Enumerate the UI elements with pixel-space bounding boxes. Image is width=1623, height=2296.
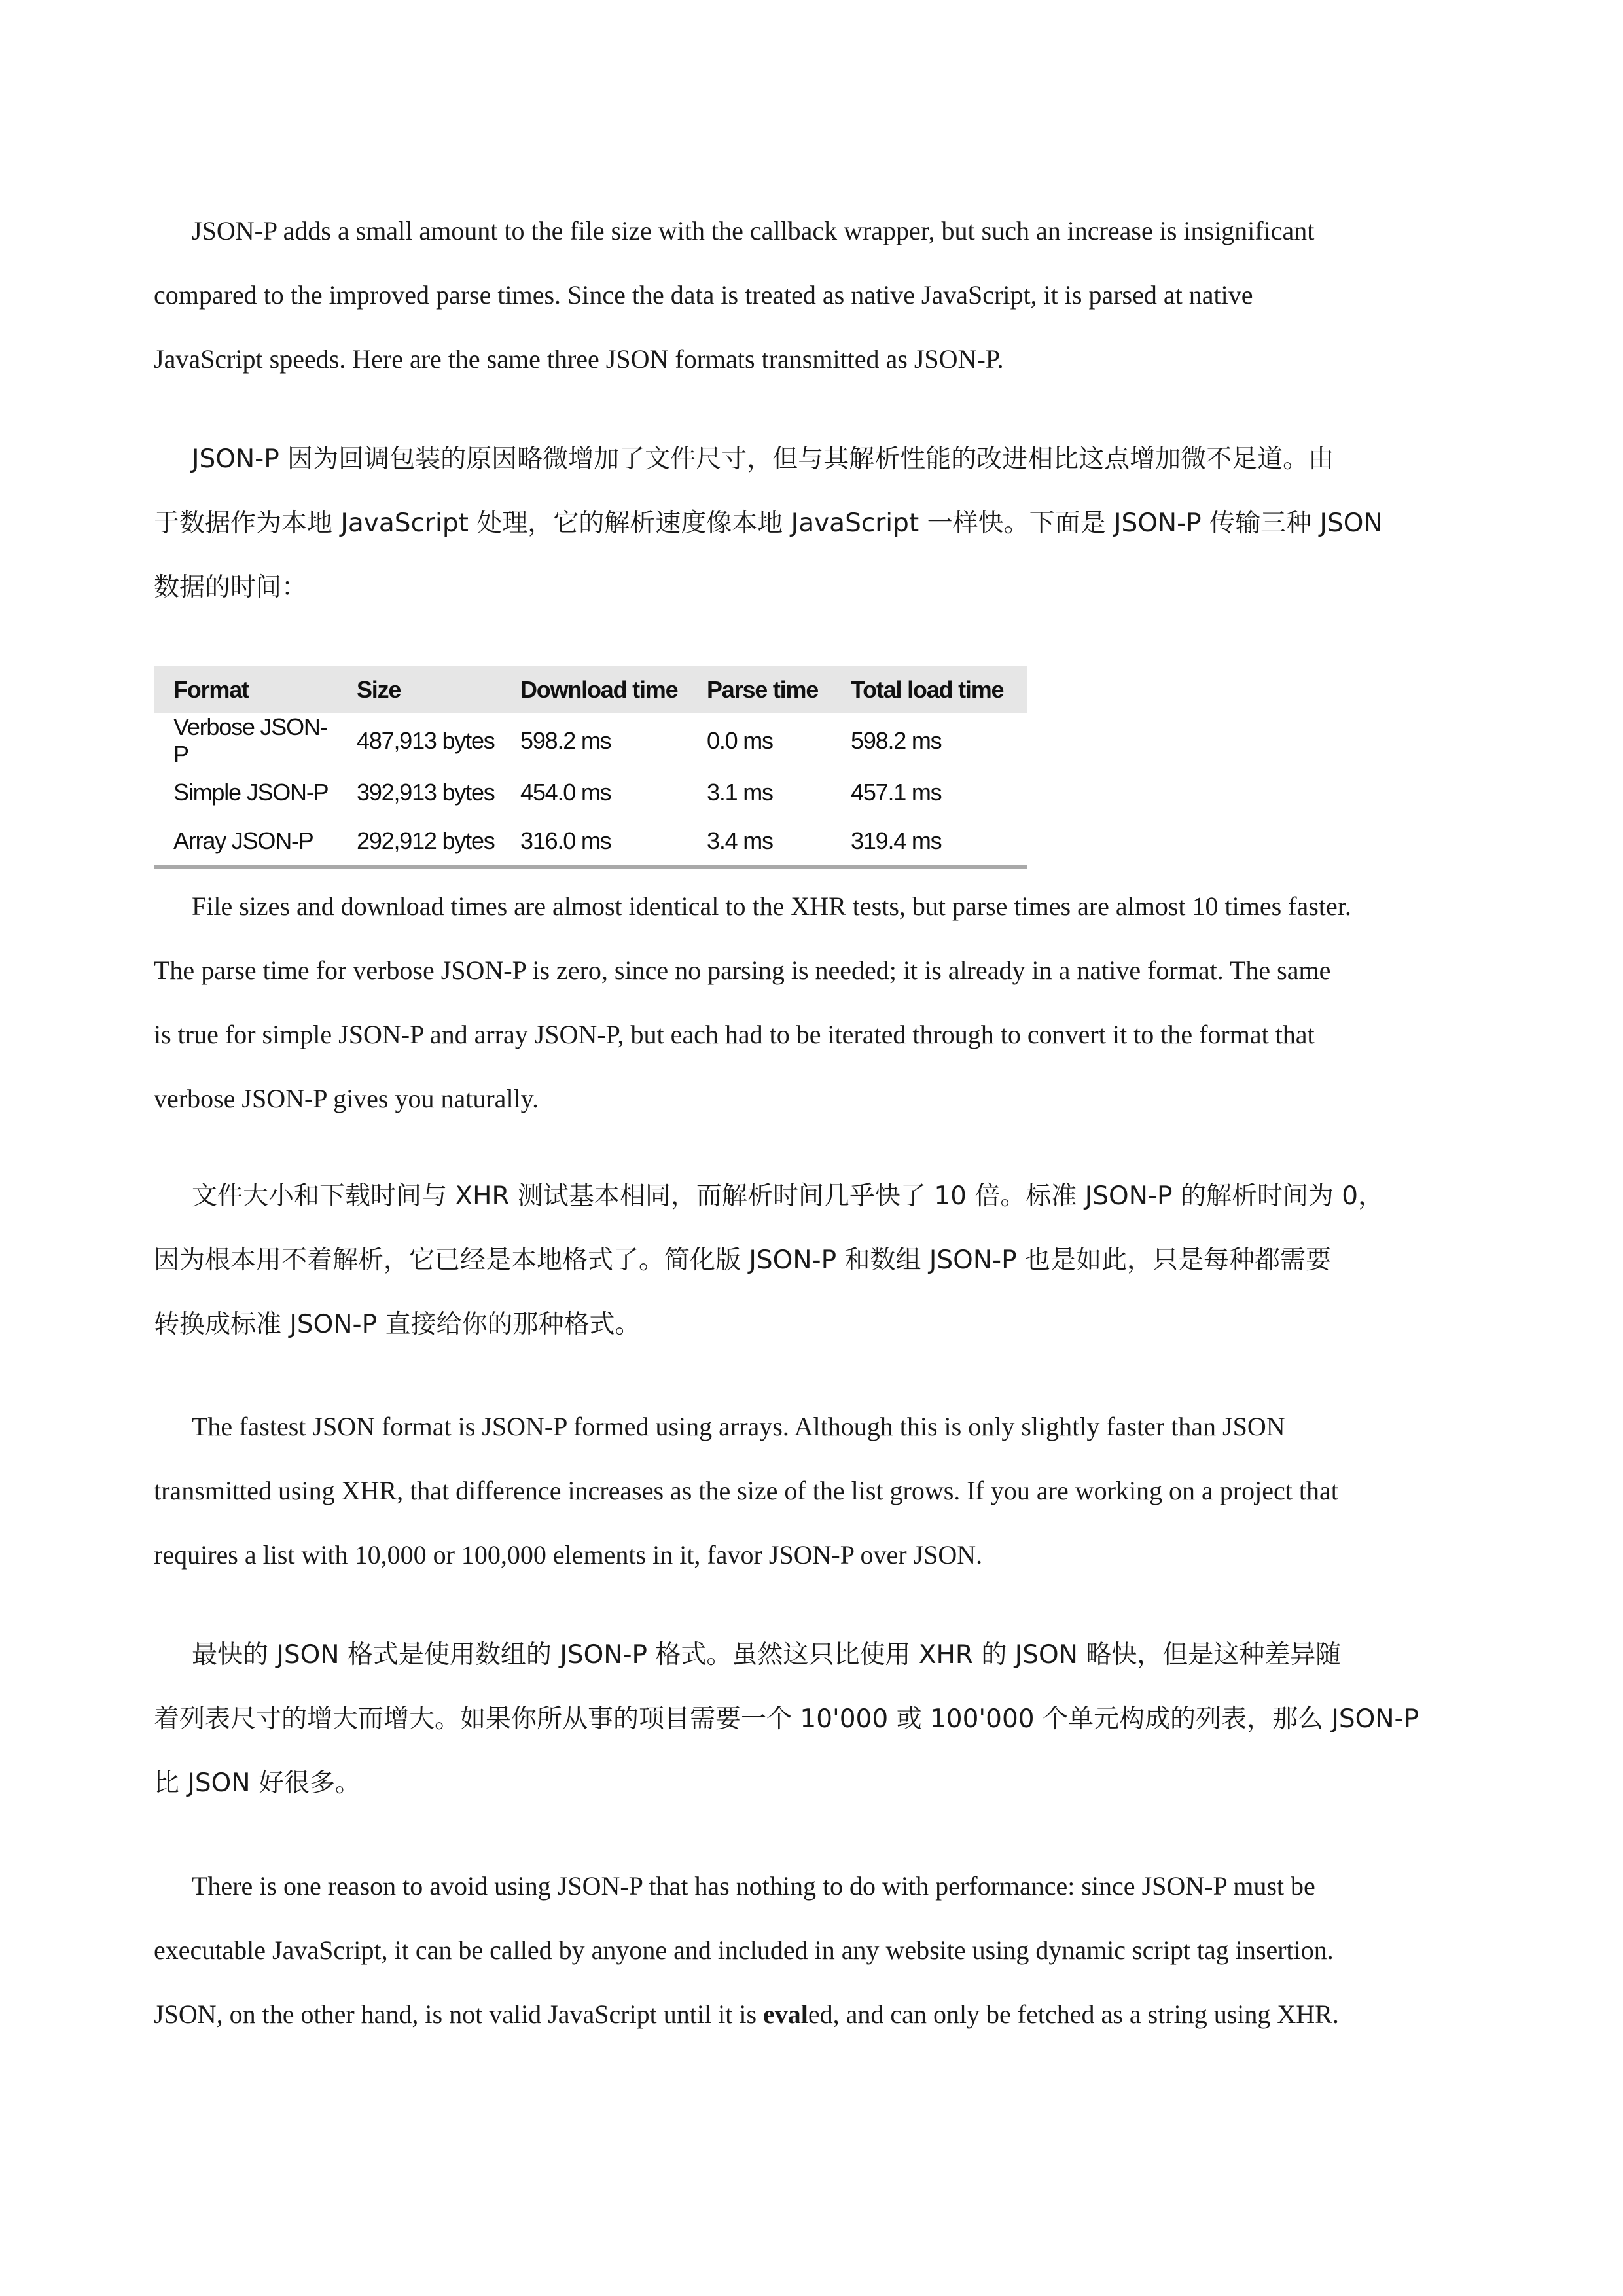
- table-cell: 3.1 ms: [707, 779, 773, 806]
- paragraph-1: [154, 199, 1482, 391]
- table-cell: Array JSON-P: [154, 817, 337, 867]
- paragraph-line: JavaScript speeds. Here are the same three JSON formats transmitted as JSON-P.: [154, 344, 1004, 374]
- paragraph-line: The parse time for verbose JSON-P is zero, since no parsing is needed; it is already in a native format. The same: [154, 956, 1331, 985]
- paragraph-line: JSON-P 因为回调包装的原因略微增加了文件尺寸，但与其解析性能的改进相比这点增加微不足道。由: [192, 444, 1334, 474]
- paragraph-line: 着列表尺寸的增大而增大。如果你所从事的项目需要一个 10'000 或 100'000 个单元构成的列表，那么 JSON-P: [154, 1704, 1419, 1734]
- table-cell: 319.4 ms: [831, 817, 1027, 867]
- paragraph-line: 文件大小和下载时间与 XHR 测试基本相同，而解析时间几乎快了 10 倍。标准 JSON-P 的解析时间为 0，: [192, 1181, 1384, 1211]
- code-word-eval: eval: [763, 2000, 808, 2029]
- paragraph-line: There is one reason to avoid using JSON-P that has nothing to do with performance: since JSON-P must be: [192, 1871, 1315, 1901]
- table-cell: 598.2 ms: [520, 727, 611, 754]
- table-cell: 457.1 ms: [851, 779, 942, 806]
- paragraph-5: [154, 1395, 1482, 1587]
- paragraph-6: [154, 1623, 1482, 1816]
- paragraph-3: [154, 874, 1482, 1131]
- paragraph-line: is true for simple JSON-P and array JSON-P, but each had to be iterated through to convert it to the format that: [154, 1020, 1315, 1049]
- table-cell: 487,913 bytes: [357, 727, 495, 754]
- load-time-table: [154, 666, 1027, 869]
- paragraph-line: 转换成标准 JSON-P 直接给你的那种格式。: [154, 1310, 641, 1339]
- table-cell: 3.4 ms: [687, 817, 831, 867]
- paragraph-line: requires a list with 10,000 or 100,000 elements in it, favor JSON-P over JSON.: [154, 1540, 983, 1570]
- column-header-total-load-time: Total load time: [851, 676, 1004, 703]
- paragraph-line: The fastest JSON format is JSON-P formed using arrays. Although this is only slightly faster than JSON: [192, 1412, 1285, 1441]
- paragraph-line: 数据的时间：: [154, 573, 308, 602]
- table-cell: 392,913 bytes: [357, 779, 495, 806]
- table-cell: 316.0 ms: [501, 817, 687, 867]
- paragraph-7: [154, 1854, 1482, 2047]
- table-cell: Simple JSON-P: [173, 779, 329, 806]
- line-text: JSON, on the other hand, is not valid JavaScript until it is: [154, 2000, 764, 2029]
- table-cell: 454.0 ms: [520, 779, 611, 806]
- paragraph-line: compared to the improved parse times. Since the data is treated as native JavaScript, it is parsed at native: [154, 280, 1253, 310]
- paragraph-line: 因为根本用不着解析，它已经是本地格式了。简化版 JSON-P 和数组 JSON-P 也是如此，只是每种都需要: [154, 1246, 1332, 1275]
- paragraph-line: 比 JSON 好很多。: [154, 1768, 361, 1798]
- table-row: [154, 817, 1027, 867]
- paragraph-line-last: [154, 1982, 1482, 2047]
- paragraph-4: [154, 1164, 1482, 1357]
- paragraph-line: transmitted using XHR, that difference increases as the size of the list grows. If you are working on a project that: [154, 1476, 1338, 1505]
- table-cell: Verbose JSON-P: [173, 713, 327, 768]
- table-cell: 292,912 bytes: [337, 817, 501, 867]
- table-header-row: [154, 666, 1027, 713]
- paragraph-2: [154, 427, 1482, 620]
- paragraph-line: JSON-P adds a small amount to the file size with the callback wrapper, but such an increase is insignificant: [192, 216, 1315, 245]
- column-header-size: Size: [357, 676, 401, 703]
- column-header-download-time: Download time: [520, 676, 678, 703]
- table-cell: 598.2 ms: [851, 727, 942, 754]
- paragraph-line: verbose JSON-P gives you naturally.: [154, 1084, 539, 1113]
- paragraph-line: executable JavaScript, it can be called by anyone and included in any website using dynamic script tag insertion.: [154, 1935, 1334, 1965]
- line-text: ed, and can only be fetched as a string using XHR.: [808, 2000, 1339, 2029]
- table-row: [154, 713, 1027, 768]
- paragraph-line: 于数据作为本地 JavaScript 处理，它的解析速度像本地 JavaScript 一样快。下面是 JSON-P 传输三种 JSON: [154, 509, 1383, 538]
- column-header-parse-time: Parse time: [707, 676, 819, 703]
- paragraph-line: File sizes and download times are almost identical to the XHR tests, but parse times are almost 10 times faster.: [192, 891, 1351, 921]
- table-cell: 0.0 ms: [707, 727, 773, 754]
- column-header-format: Format: [173, 676, 249, 703]
- paragraph-line: 最快的 JSON 格式是使用数组的 JSON-P 格式。虽然这只比使用 XHR 的 JSON 略快，但是这种差异随: [192, 1640, 1342, 1670]
- table-row: [154, 768, 1027, 817]
